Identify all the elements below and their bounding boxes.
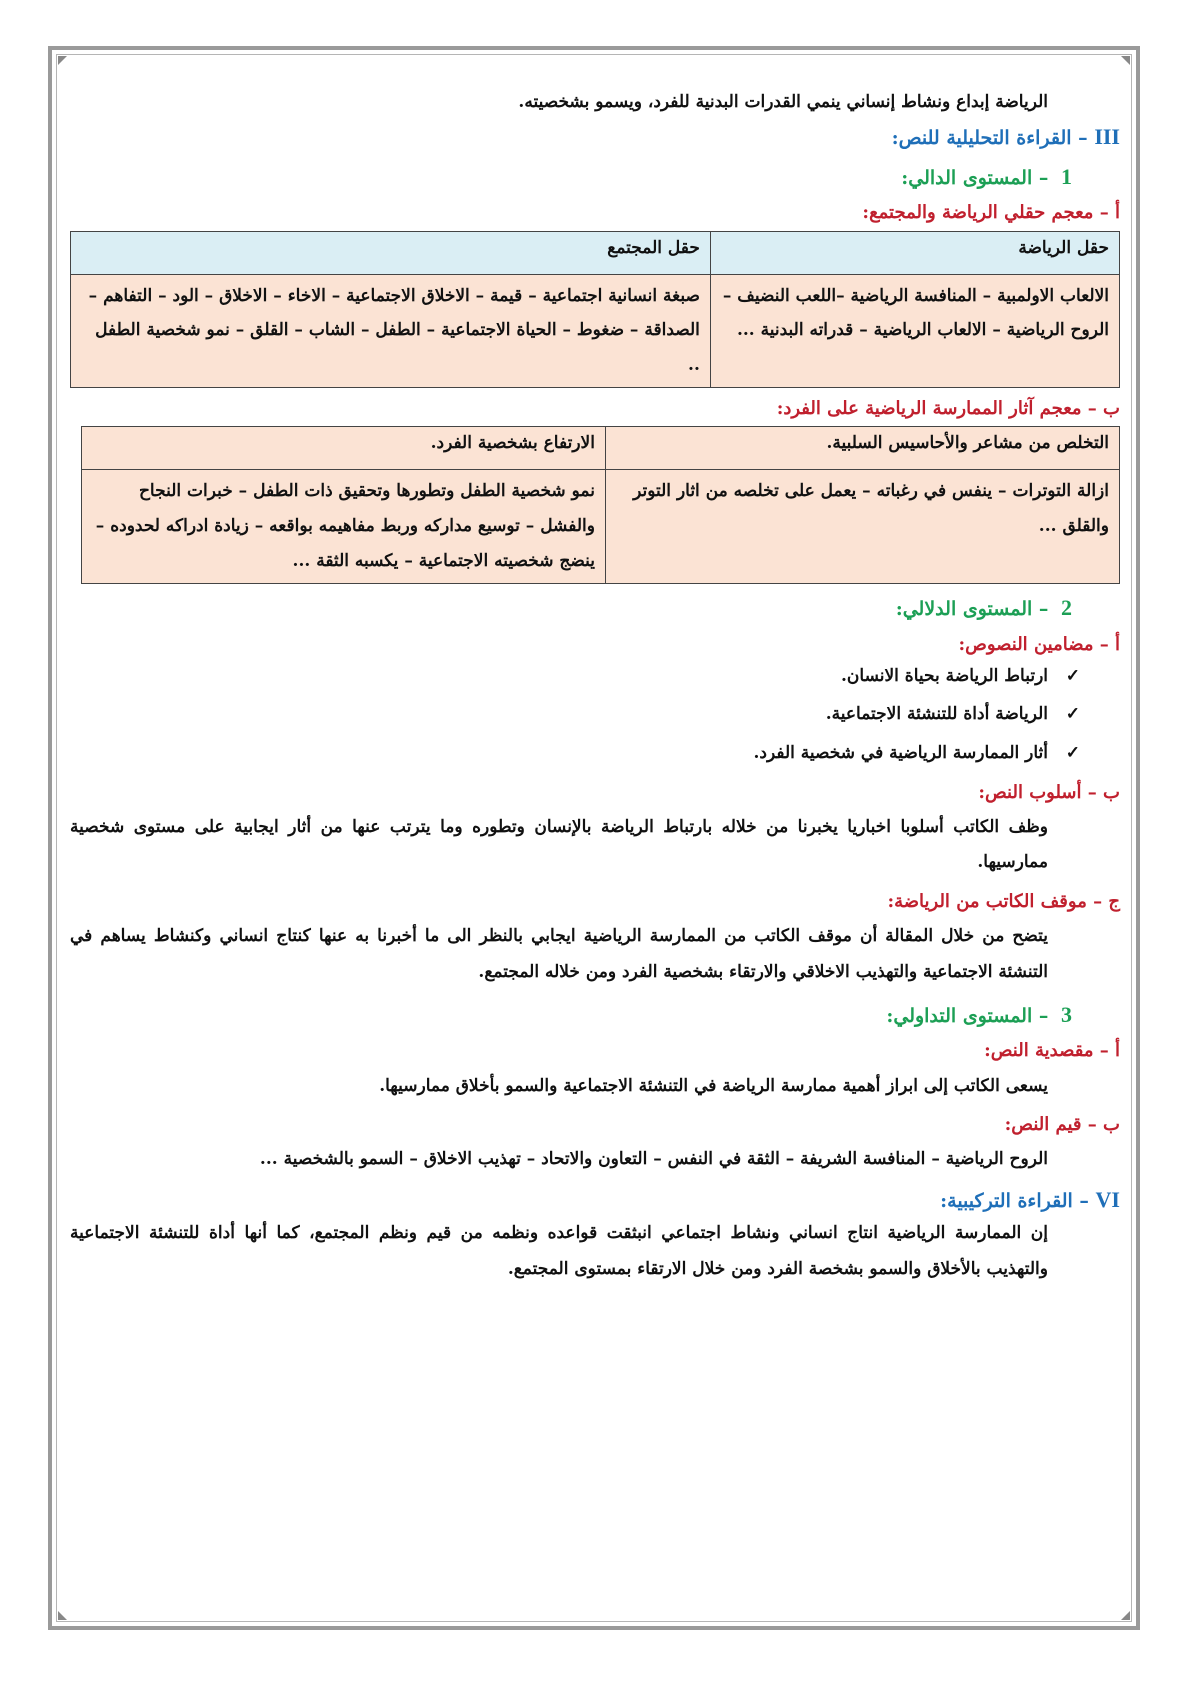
corner-ornament-icon [1121, 1611, 1130, 1620]
list-item: ✓الرياضة أداة للتنشئة الاجتماعية. [70, 702, 1080, 727]
list-item: ✓ارتباط الرياضة بحياة الانسان. [70, 664, 1080, 689]
table-cell-society: صبغة انسانية اجتماعية – قيمة – الاخلاق الاجتماعية – الاخاء – الاخلاق – الود – التفاهم – الصداقة – ضغوط – الحياة الاجتماعية – الطفل – الشاب – القلق – نمو شخصية الطفل .. [71, 274, 711, 388]
table-header-row [71, 231, 1120, 274]
table-row [71, 274, 1120, 388]
section-heading-analytical [70, 121, 1120, 153]
list-item: ✓أثار الممارسة الرياضية في شخصية الفرد. [70, 741, 1080, 766]
level-number: 3 [1061, 1001, 1072, 1027]
level-title: – المستوى التداولي: [886, 1004, 1049, 1027]
table-cell-negative: ازالة التوترات – ينفس في رغباته – يعمل على تخلصه من اثار التوتر والقلق ... [605, 470, 1119, 584]
section-title: – القراءة التحليلية للنص: [891, 126, 1088, 149]
subheading-dict-effects: ب – معجم آثار الممارسة الرياضية على الفرد: [776, 398, 1120, 420]
level-number: 2 [1061, 594, 1072, 620]
subheading-intent: أ – مقصدية النص: [984, 1040, 1120, 1062]
values-paragraph: الروح الرياضية – المنافسة الشريفة – الثقة في النفس – التعاون والاتحاد – تهذيب الاخلاق – السمو بالشخصية ... [259, 1149, 1048, 1170]
check-icon: ✓ [1065, 742, 1080, 763]
style-paragraph: وظف الكاتب أسلوبا اخباريا يخبرنا من خلاله بارتباط الرياضة بالإنسان وتطوره وما يترتب عنها من أثار ايجابية على مستوى شخصية ممارسيها. [70, 816, 1048, 873]
subheading-dict-fields: أ – معجم حقلي الرياضة والمجتمع: [862, 202, 1120, 224]
level-title: – المستوى الدالي: [901, 166, 1049, 189]
level-heading-3 [70, 999, 1120, 1031]
subheading-style: ب – أسلوب النص: [978, 781, 1120, 803]
table-header-row [81, 427, 1120, 470]
level-heading-1 [70, 161, 1120, 193]
corner-ornament-icon [58, 1611, 67, 1620]
level-number: 1 [1061, 163, 1072, 189]
synthesis-paragraph: إن الممارسة الرياضية انتاج انساني ونشاط اجتماعي انبثقت قواعده ونظمه من قيم ونظم المجتمع، كما أنها أداة للتنشئة الاجتماعية والتهذيب بالأخلاق والسمو بشخصة الفرد ومن خلال الارتقاء بمستوى المجتمع. [70, 1222, 1048, 1279]
dict-fields-table [70, 231, 1120, 389]
subheading-position: ج – موقف الكاتب من الرياضة: [887, 891, 1120, 913]
check-icon: ✓ [1065, 704, 1080, 725]
intent-paragraph: يسعى الكاتب إلى ابراز أهمية ممارسة الرياضة في التنشئة الاجتماعية والسمو بأخلاق ممارسيها. [379, 1075, 1048, 1096]
table-cell-sport: الالعاب الاولمبية – المنافسة الرياضية –اللعب النضيف – الروح الرياضية – الالعاب الرياضية – قدراته البدنية ... [710, 274, 1119, 388]
table-header-personality: الارتفاع بشخصية الفرد. [81, 427, 605, 470]
table-header-negative: التخلص من مشاعر والأحاسيس السلبية. [605, 427, 1119, 470]
section-number: VI [1095, 1186, 1120, 1212]
corner-ornament-icon [1121, 56, 1130, 65]
dict-effects-table [81, 426, 1121, 584]
intro-paragraph: الرياضة إبداع ونشاط إنساني ينمي القدرات البدنية للفرد، ويسمو بشخصيته. [518, 92, 1048, 112]
table-row [81, 470, 1120, 584]
level-heading-2 [70, 592, 1120, 624]
table-header-society: حقل المجتمع [71, 231, 711, 274]
document-content [70, 90, 1120, 1287]
table-header-sport: حقل الرياضة [710, 231, 1119, 274]
table-cell-personality: نمو شخصية الطفل وتطورها وتحقيق ذات الطفل – خبرات النجاح والفشل – توسيع مداركه وربط مفاهيمه بواقعه – زيادة ادراكه لحدوده – ينضج شخصيته الاجتماعية – يكسبه الثقة ... [81, 470, 605, 584]
level-title: – المستوى الدلالي: [895, 597, 1049, 620]
contents-list [70, 664, 1120, 766]
section-heading-synthesis [70, 1184, 1120, 1216]
corner-ornament-icon [58, 56, 67, 65]
section-title: – القراءة التركيبية: [940, 1189, 1089, 1212]
subheading-contents: أ – مضامين النصوص: [958, 633, 1120, 655]
subheading-values: ب – قيم النص: [1004, 1114, 1120, 1136]
position-paragraph: يتضح من خلال المقالة أن موقف الكاتب من الممارسة الرياضية ايجابي بالنظر الى ما أخبرنا به عنها كنتاج انساني وكنشاط يساهم في التنشئة الاجتماعية والتهذيب الاخلاقي والارتقاء بشخصية الفرد ومن خلاله المجتمع. [70, 926, 1048, 982]
section-number: III [1094, 123, 1120, 149]
check-icon: ✓ [1065, 665, 1080, 686]
